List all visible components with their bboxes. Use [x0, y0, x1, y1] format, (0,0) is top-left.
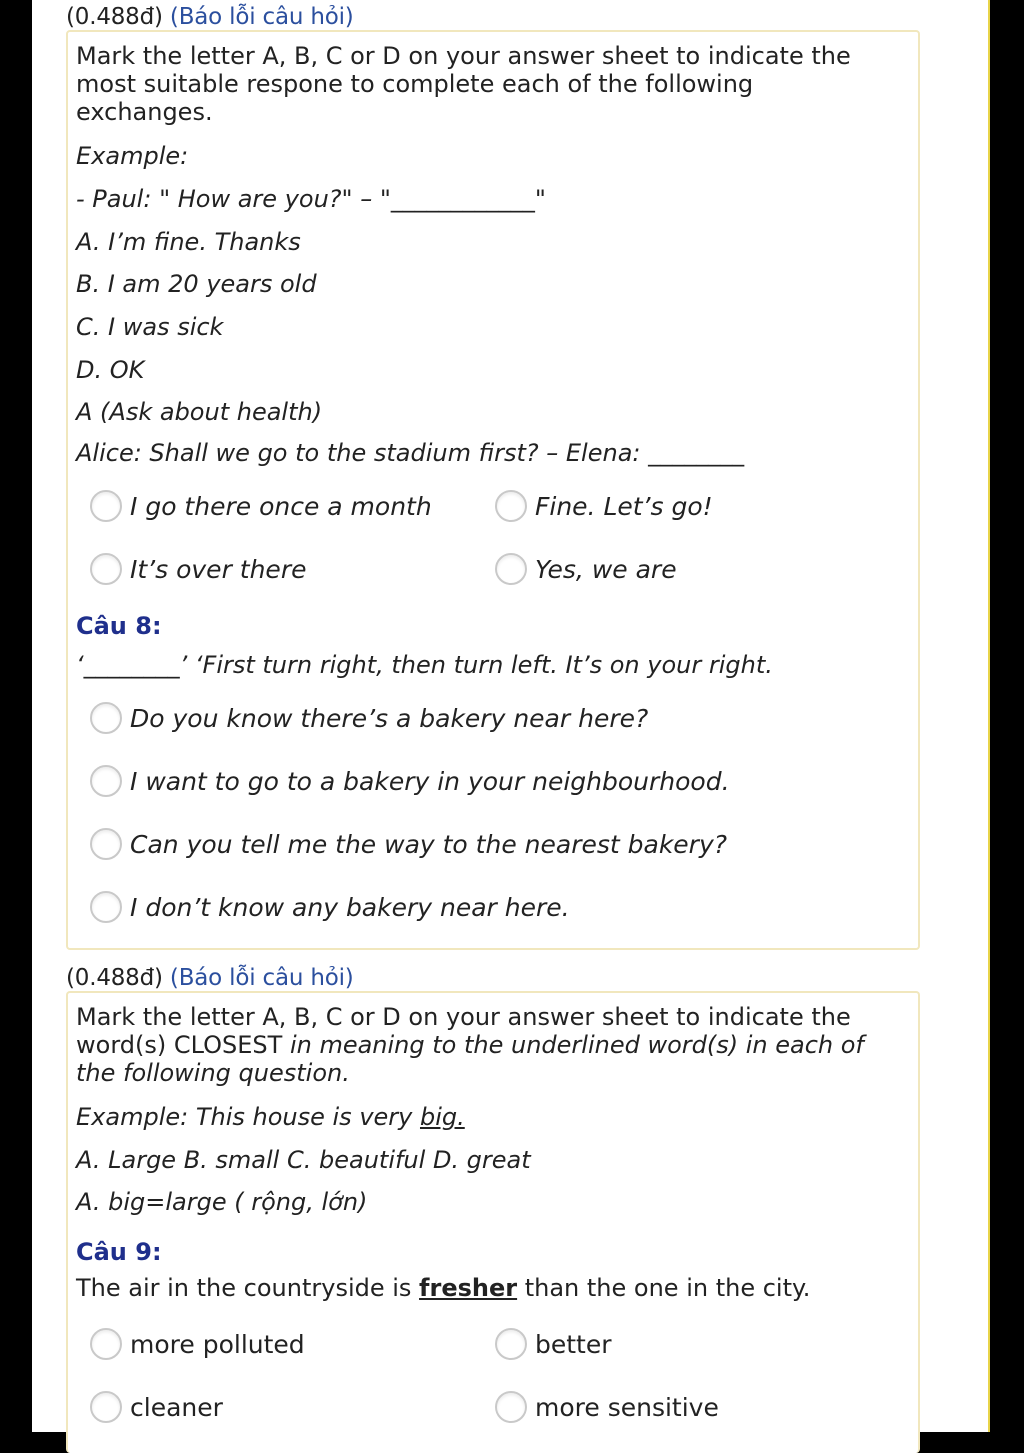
option-label: It’s over there — [130, 554, 307, 584]
instruction-italic: in meaning to the underlined word(s) in each of — [289, 1031, 864, 1059]
option-label: Do you know there’s a bakery near here? — [130, 703, 649, 733]
answer-option[interactable] — [90, 1391, 223, 1423]
score-value: (0.488đ) — [66, 965, 163, 991]
answer-option[interactable] — [495, 553, 677, 585]
option-label: I go there once a month — [130, 491, 432, 521]
instruction-line: Mark the letter A, B, C or D on your answer sheet to indicate the — [76, 42, 851, 70]
report-error-link[interactable]: (Báo lỗi câu hỏi) — [169, 965, 354, 991]
example-options: A. Large B. small C. beautiful D. great — [76, 1146, 531, 1174]
question-score-line — [66, 965, 354, 991]
example-option: B. I am 20 years old — [76, 270, 317, 298]
option-label: more sensitive — [535, 1392, 719, 1422]
radio-button[interactable] — [495, 553, 527, 585]
question-card — [66, 30, 920, 950]
instruction-line: exchanges. — [76, 98, 213, 126]
question-label: Câu 9: — [76, 1238, 162, 1266]
option-label: I want to go to a bakery in your neighbourhood. — [130, 766, 730, 796]
answer-option[interactable] — [90, 490, 432, 522]
radio-button[interactable] — [90, 553, 122, 585]
radio-button[interactable] — [90, 828, 122, 860]
underlined-word: fresher — [419, 1274, 518, 1302]
radio-button[interactable] — [90, 1328, 122, 1360]
instruction-line: most suitable respone to complete each of the following — [76, 70, 754, 98]
instruction-line: Mark the letter A, B, C or D on your answer sheet to indicate the — [76, 1003, 851, 1031]
radio-button[interactable] — [90, 765, 122, 797]
question-score-line — [66, 4, 354, 30]
option-label: Fine. Let’s go! — [535, 491, 713, 521]
question-text-after: than the one in the city. — [517, 1274, 811, 1302]
option-label: Yes, we are — [535, 554, 677, 584]
answer-option[interactable] — [495, 490, 713, 522]
instruction-line — [76, 1031, 864, 1059]
question-text: Alice: Shall we go to the stadium first? – Elena: ________ — [76, 439, 745, 467]
example-option: C. I was sick — [76, 313, 224, 341]
question-text: ‘________’ ‘First turn right, then turn left. It’s on your right. — [76, 651, 773, 679]
answer-option[interactable] — [495, 1328, 612, 1360]
example-underlined-word: big. — [419, 1103, 465, 1131]
option-label: Can you tell me the way to the nearest bakery? — [130, 829, 728, 859]
option-label: more polluted — [130, 1329, 305, 1359]
instruction-plain: word(s) CLOSEST — [76, 1031, 290, 1059]
score-value: (0.488đ) — [66, 4, 163, 30]
radio-button[interactable] — [90, 1391, 122, 1423]
radio-button[interactable] — [90, 702, 122, 734]
example-line — [76, 1103, 465, 1131]
answer-option[interactable] — [90, 765, 730, 797]
question-card — [66, 991, 920, 1453]
example-answer: A. big=large ( rộng, lớn) — [76, 1188, 368, 1216]
example-prefix: Example: This house is very — [76, 1103, 420, 1131]
question-text-before: The air in the countryside is — [76, 1274, 420, 1302]
answer-option[interactable] — [90, 702, 648, 734]
example-answer: A (Ask about health) — [76, 398, 323, 426]
example-option: A. I’m fine. Thanks — [76, 228, 301, 256]
answer-option[interactable] — [90, 891, 570, 923]
example-option: D. OK — [76, 356, 145, 384]
answer-option[interactable] — [495, 1391, 719, 1423]
radio-button[interactable] — [495, 1391, 527, 1423]
radio-button[interactable] — [90, 891, 122, 923]
radio-button[interactable] — [495, 490, 527, 522]
example-line: - Paul: " How are you?" – "____________" — [76, 185, 546, 213]
report-error-link[interactable]: (Báo lỗi câu hỏi) — [169, 4, 354, 30]
option-label: I don’t know any bakery near here. — [130, 892, 570, 922]
radio-button[interactable] — [90, 490, 122, 522]
example-label: Example: — [76, 142, 189, 170]
answer-option[interactable] — [90, 828, 727, 860]
instruction-line: the following question. — [76, 1059, 350, 1087]
question-label: Câu 8: — [76, 612, 162, 640]
answer-option[interactable] — [90, 553, 306, 585]
option-label: better — [535, 1329, 612, 1359]
radio-button[interactable] — [495, 1328, 527, 1360]
question-text — [76, 1274, 810, 1302]
option-label: cleaner — [130, 1392, 223, 1422]
answer-option[interactable] — [90, 1328, 305, 1360]
